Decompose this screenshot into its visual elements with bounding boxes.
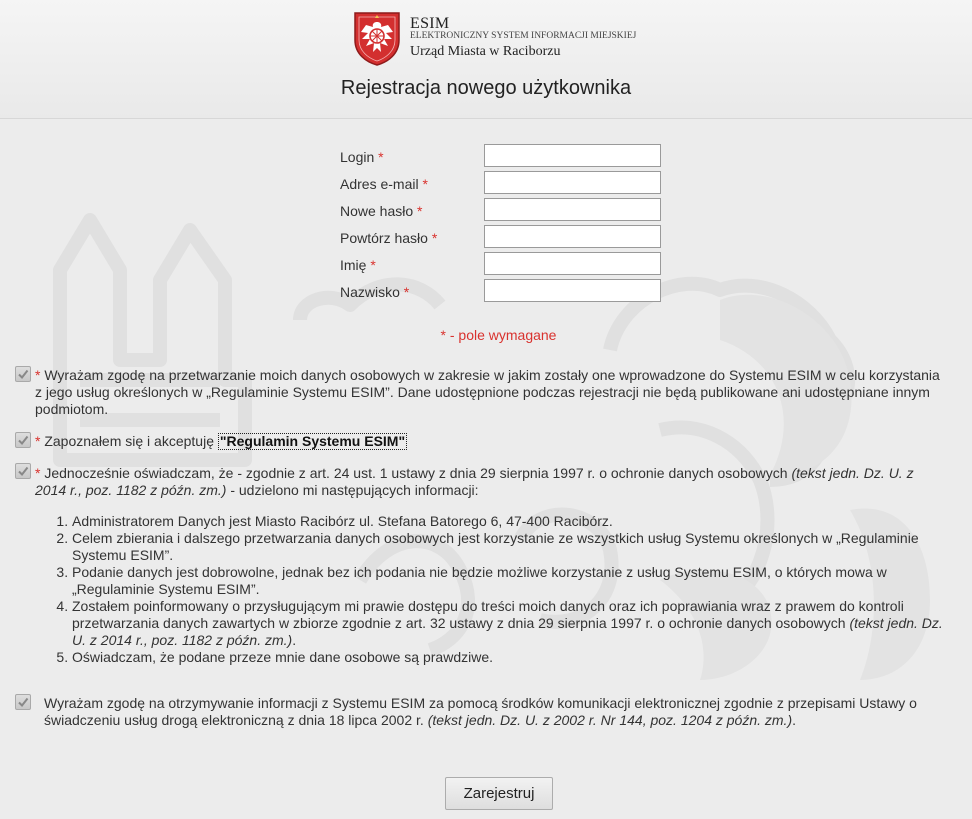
last-name-label: Nazwisko * [340,284,410,300]
checkmark-icon [17,368,29,380]
consent-electronic-communication-text: Wyrażam zgodę na otrzymywanie informacji z Systemu ESIM za pomocą środków komunikacji elektronicznej zgodnie z przepisami Ustawy o świadczeniu usług drogą elektroniczną z dnia 18 lipca 2002 r. (tekst jedn. Dz. U. z 2002 r. Nr 144, poz. 1204 z późn. zm.). [44,695,917,728]
new-password-input[interactable] [484,198,661,221]
last-name-input[interactable] [484,279,661,302]
consent-regulations-text: * Zapoznałem się i akceptuję "Regulamin Systemu ESIM" [35,433,406,449]
first-name-row [340,252,660,277]
new-password-label: Nowe hasło * [340,203,423,219]
consent-data-processing-text: * Wyrażam zgodę na przetwarzanie moich danych osobowych w zakresie w jakim zostały one wprowadzone do Systemu ESIM w celu korzystania z jego usług określonych w „Regulaminie Systemu ESIM”. Dane udostępnione podczas rejestracji nie będą publikowane ani udostępniane innym podmiotom. [35,367,940,417]
list-item: 3. Podanie danych jest dobrowolne, jednak bez ich podania nie będzie możliwe korzystanie z usług Systemu ESIM, o których mowa w „Regulaminie Systemu ESIM”. [72,564,952,598]
login-row [340,144,660,169]
email-input[interactable] [484,171,661,194]
required-marker: * [431,230,438,246]
list-item: 4. Zostałem poinformowany o przysługującym mi prawie dostępu do treści moich danych oraz ich poprawiania wraz z prawem do kontroli przetwarzania danych zawartych w zbiorze zgodnie z art. 32 ustawy z dnia 29 sierpnia 1997 r. o ochronie danych osobowych (tekst jedn. Dz. U. z 2014 r., poz. 1182 z późn. zm.). [72,598,952,649]
esim-logo[interactable] [352,10,662,66]
list-item: 2. Celem zbierania i dalszego przetwarzania danych osobowych jest korzystanie ze wszystkich usług Systemu określonych w „Regulaminie Systemu ESIM”. [72,530,952,564]
consent-data-processing-checkbox[interactable] [15,366,31,382]
consent-information-checkbox[interactable] [15,463,31,479]
new-password-row [340,198,660,223]
logo-esim-text: ESIM [410,15,450,32]
required-marker: * [35,433,41,449]
page-header [0,0,972,119]
required-marker: * [35,367,41,383]
required-marker: * [370,257,376,273]
email-row [340,171,660,196]
login-label: Login * [340,149,384,165]
checkmark-icon [17,434,29,446]
last-name-row [340,279,660,304]
required-marker: * [378,149,384,165]
regulations-link[interactable]: "Regulamin Systemu ESIM" [219,433,406,449]
first-name-label: Imię * [340,257,376,273]
information-list [72,513,952,666]
email-label: Adres e-mail * [340,176,428,192]
required-marker: * [35,465,41,481]
page-title: Rejestracja nowego użytkownika [340,77,632,99]
logo-city-name: Urząd Miasta w Raciborzu [410,44,561,59]
checkmark-icon [17,696,29,708]
consent-information-text: * Jednocześnie oświadczam, że - zgodnie z art. 24 ust. 1 ustawy z dnia 29 sierpnia 1997 r. o ochronie danych osobowych (tekst jedn. Dz. U. z 2014 r., poz. 1182 z późn. zm.) - udzielono mi następujących informacji: [35,465,914,498]
consent-electronic-communication-checkbox[interactable] [15,694,31,710]
login-input[interactable] [484,144,661,167]
checkmark-icon [17,465,29,477]
consent-regulations-checkbox[interactable] [15,432,31,448]
raciborz-crest-icon [352,10,402,66]
repeat-password-row [340,225,660,250]
required-marker: * [417,203,423,219]
required-fields-note: * - pole wymagane [440,327,557,343]
logo-full-name: ELEKTRONICZNY SYSTEM INFORMACJI MIEJSKIEJ [410,31,637,41]
required-marker: * [403,284,410,300]
register-button[interactable]: Zarejestruj [445,777,553,810]
repeat-password-input[interactable] [484,225,661,248]
required-marker: * [422,176,428,192]
list-item: 1. Administratorem Danych jest Miasto Racibórz ul. Stefana Batorego 6, 47-400 Racibórz. [72,513,952,530]
repeat-password-label: Powtórz hasło * [340,230,438,246]
list-item: 5. Oświadczam, że podane przeze mnie dane osobowe są prawdziwe. [72,649,952,666]
first-name-input[interactable] [484,252,661,275]
